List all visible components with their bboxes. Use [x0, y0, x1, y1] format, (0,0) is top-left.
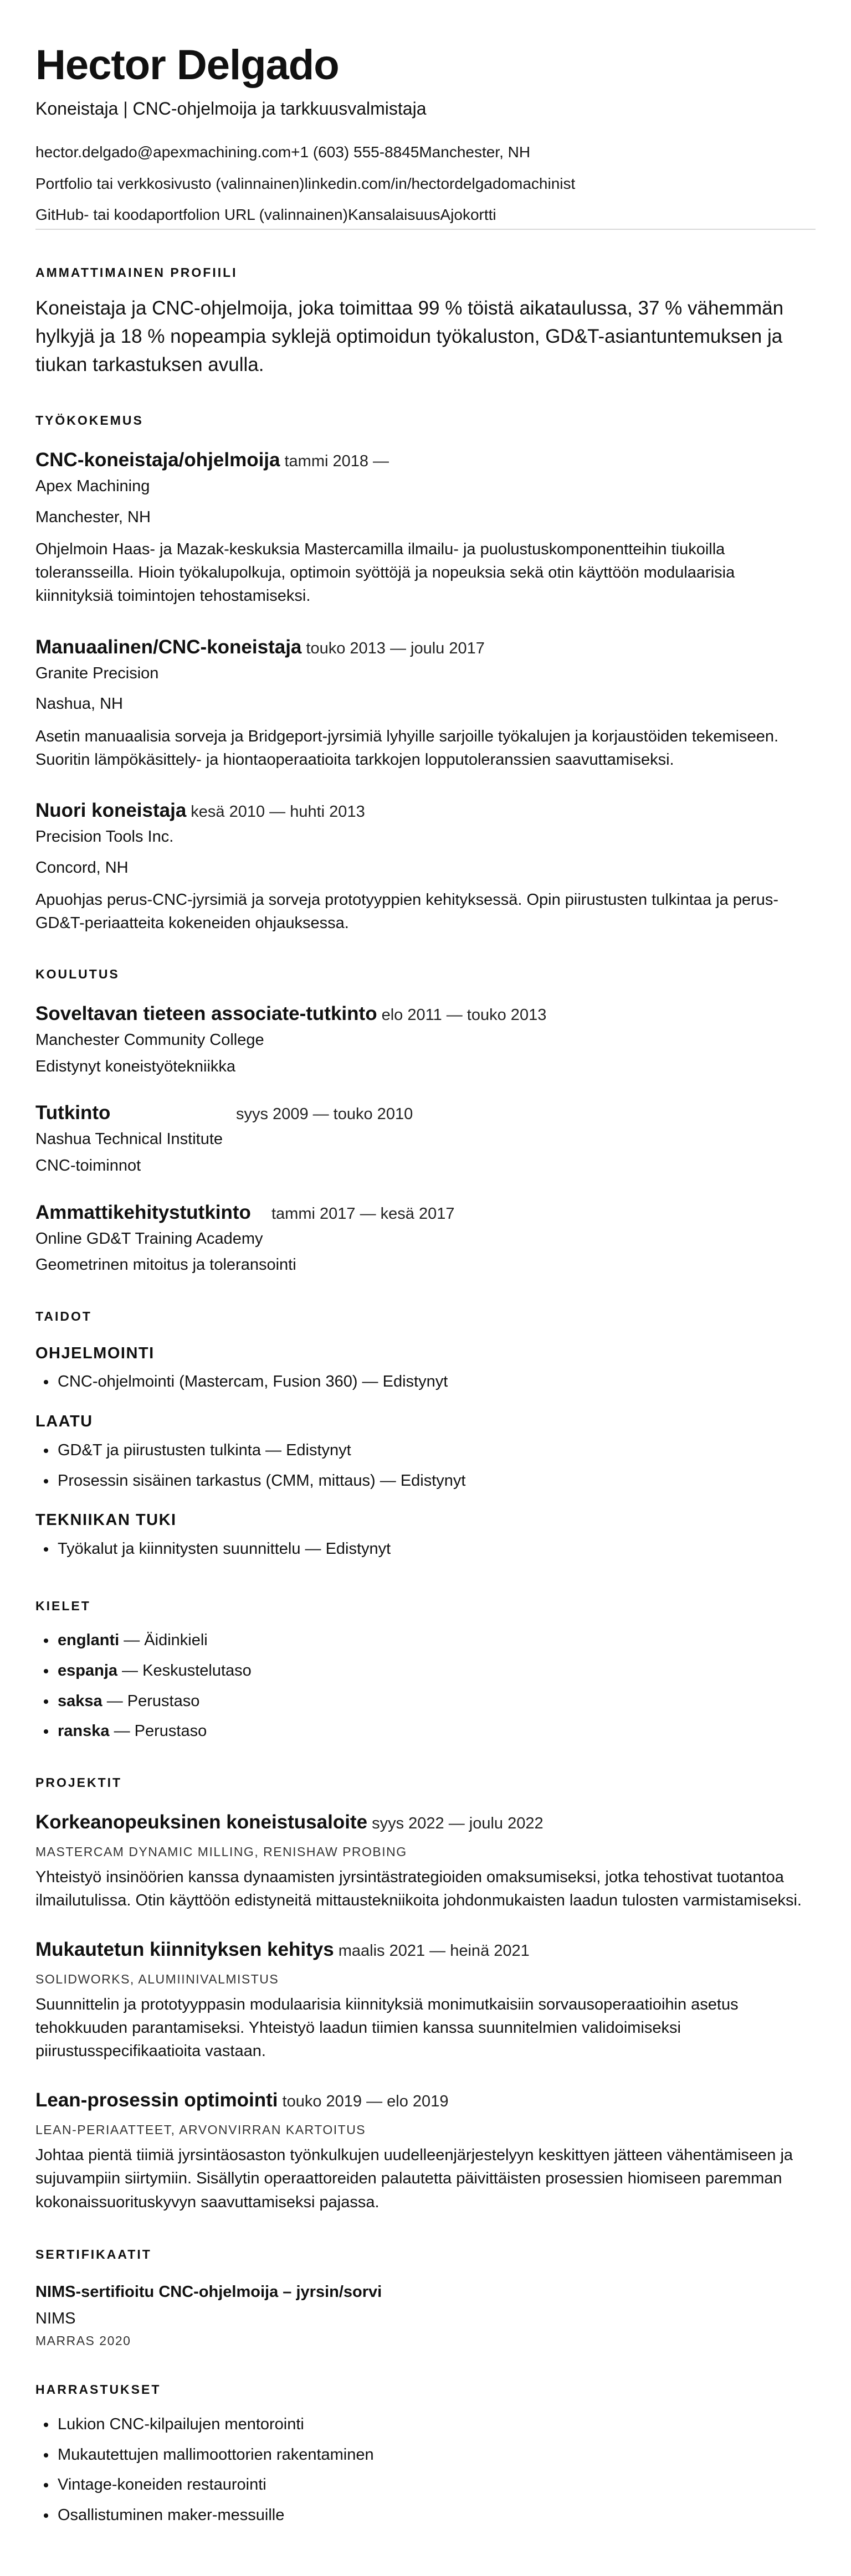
skill-group-title: OHJELMOINTI: [35, 1344, 155, 1362]
section-title-experience: TYÖKOKEMUS: [35, 413, 143, 428]
language-item: [57, 1630, 816, 1651]
hobby-item: • Vintage-koneiden restaurointi: [57, 2475, 816, 2496]
project-header: [35, 1811, 816, 1834]
project-name: Lean-prosessin optimointi: [35, 2089, 278, 2111]
project-dates: maalis 2021 — heinä 2021: [338, 1941, 530, 1960]
skill-item: • Työkalut ja kiinnitysten suunnittelu — Edistynyt: [57, 1539, 816, 1560]
project-header: [35, 1938, 816, 1961]
projects-section: [35, 1775, 816, 2214]
experience-company: Apex Machining: [35, 477, 150, 495]
hobbies-section: [35, 2382, 816, 2526]
experience-role: CNC-koneistaja/ohjelmoija: [35, 449, 280, 471]
experience-dates: tammi 2018 —: [284, 452, 389, 470]
project-header: [35, 2089, 816, 2112]
education-header: [35, 1002, 816, 1026]
skill-list: [35, 1440, 816, 1491]
language-item: [57, 1721, 816, 1742]
education-dates: syys 2009 — touko 2010: [236, 1105, 413, 1124]
education-header: [35, 1101, 816, 1125]
section-title-profile: AMMATTIMAINEN PROFIILI: [35, 265, 238, 280]
experience-location: Nashua, NH: [35, 695, 123, 713]
project-dates: touko 2019 — elo 2019: [282, 2092, 449, 2110]
experience-location: Concord, NH: [35, 858, 129, 877]
experience-item: [35, 636, 816, 771]
experience-section: [35, 413, 816, 935]
project-tech: SOLIDWORKS, ALUMIINIVALMISTUS: [35, 1971, 279, 1986]
experience-item: [35, 449, 816, 608]
education-field: Edistynyt koneistyötekniikka: [35, 1057, 236, 1075]
project-name: Mukautetun kiinnityksen kehitys: [35, 1938, 334, 1960]
experience-company: Precision Tools Inc.: [35, 827, 174, 846]
education-section: [35, 967, 816, 1276]
project-tech: MASTERCAM DYNAMIC MILLING, RENISHAW PROBING: [35, 1844, 407, 1859]
hobby-list: [35, 2414, 816, 2526]
language-level: — Keskustelutaso: [117, 1661, 252, 1679]
skill-list: [35, 1539, 816, 1560]
skill-group-title: LAATU: [35, 1413, 93, 1431]
education-item: [35, 1101, 816, 1176]
profile-section: [35, 265, 816, 379]
education-header: [35, 1201, 816, 1224]
section-title-education: KOULUTUS: [35, 967, 120, 982]
project-description: Suunnittelin ja prototyyppasin modulaarisia kiinnityksiä monimutkaisiin sorvausoperaatioihin asetus tehokkuuden parantamiseksi. Yhteistyö laadun tiimien kanssa suunnitelmien validoimiseksi piirustusspecifikaatioita vastaan.: [35, 1996, 739, 2060]
experience-header: [35, 449, 816, 472]
skill-item: • GD&T ja piirustusten tulkinta — Edistynyt: [57, 1440, 816, 1461]
education-school: Nashua Technical Institute: [35, 1130, 223, 1148]
language-list: [35, 1630, 816, 1742]
contact-github[interactable]: GitHub- tai koodaportfolion URL (valinnainen): [35, 206, 348, 224]
experience-header: [35, 799, 816, 822]
experience-description: Apuohjas perus-CNC-jyrsimiä ja sorveja prototyyppien kehityksessä. Opin piirustusten tulkintaa ja perus-GD&T-periaatteita kokeneiden ohjauksessa.: [35, 891, 779, 932]
project-item: [35, 1938, 816, 2063]
language-name: englanti: [58, 1631, 120, 1650]
languages-section: [35, 1599, 816, 1742]
project-description: Yhteistyö insinöörien kanssa dynaamisten jyrsintästrategioiden omaksumiseksi, jotka tehostivat tuotantoa ilmailutulissa. Otin käyttöön edistyneitä mittaustekniikoita johdonmukaisten laadun tulosten varmistamiseksi.: [35, 1868, 802, 1910]
hobby-item: • Mukautettujen mallimoottorien rakentaminen: [57, 2445, 816, 2466]
project-dates: syys 2022 — joulu 2022: [372, 1814, 544, 1832]
language-level: — Perustaso: [102, 1692, 200, 1710]
skills-section: [35, 1309, 816, 1559]
contact-row-links: [35, 174, 816, 194]
profile-summary: Koneistaja ja CNC-ohjelmoija, joka toimittaa 99 % töistä aikataulussa, 37 % vähemmän hylkyjä ja 18 % nopeampia syklejä optimoidun työkaluston, GD&T-asiantuntemuksen ja tiukan tarkastuksen avulla.: [35, 297, 784, 375]
education-item: [35, 1002, 816, 1077]
contact-license: Ajokortti: [440, 206, 496, 224]
project-tech: LEAN-PERIAATTEET, ARVONVIRRAN KARTOITUS: [35, 2122, 366, 2137]
language-level: — Perustaso: [109, 1722, 207, 1740]
language-level: — Äidinkieli: [119, 1631, 208, 1650]
certification-name: NIMS-sertifioitu CNC-ohjelmoija – jyrsin/sorvi: [35, 2283, 382, 2301]
skill-item: • CNC-ohjelmointi (Mastercam, Fusion 360) — Edistynyt: [57, 1372, 816, 1393]
hobby-item: • Osallistuminen maker-messuille: [57, 2505, 816, 2526]
project-item: [35, 2089, 816, 2214]
language-name: ranska: [58, 1722, 110, 1740]
experience-item: [35, 799, 816, 935]
education-school: Manchester Community College: [35, 1031, 264, 1049]
experience-role: Nuori koneistaja: [35, 799, 187, 821]
contact-portfolio[interactable]: Portfolio tai verkkosivusto (valinnainen): [35, 174, 305, 192]
header-divider: [35, 229, 816, 230]
education-item: [35, 1201, 816, 1276]
project-item: [35, 1811, 816, 1913]
section-title-languages: KIELET: [35, 1598, 91, 1613]
language-name: saksa: [58, 1692, 102, 1710]
education-school: Online GD&T Training Academy: [35, 1229, 263, 1248]
skill-list: [35, 1372, 816, 1393]
experience-description: Asetin manuaalisia sorveja ja Bridgeport-jyrsimiä lyhyille sarjoille työkalujen ja korjaustöiden tekemiseen. Suoritin lämpökäsittely- ja hiontaoperaatioita tarkkojen lopputoleranssien saavuttamiseksi.: [35, 727, 779, 769]
skill-item: • Prosessin sisäinen tarkastus (CMM, mittaus) — Edistynyt: [57, 1471, 816, 1492]
certification-date: MARRAS 2020: [35, 2333, 131, 2348]
contact-location: Manchester, NH: [419, 143, 531, 161]
experience-location: Manchester, NH: [35, 508, 151, 526]
contact-email[interactable]: hector.delgado@apexmachining.com: [35, 143, 291, 161]
section-title-projects: PROJEKTIT: [35, 1775, 122, 1790]
experience-dates: kesä 2010 — huhti 2013: [191, 802, 365, 821]
education-degree: Ammattikehitystutkinto: [35, 1201, 251, 1223]
experience-description: Ohjelmoin Haas- ja Mazak-keskuksia Mastercamilla ilmailu- ja puolustuskomponentteihin tiukoilla toleransseilla. Hioin työkalupolkuja, optimoin syöttöjä ja nopeuksia sekä otin käyttöön modulaarisia kiinnityksiä toimintojen tehostamiseksi.: [35, 540, 735, 605]
education-field: CNC-toiminnot: [35, 1157, 141, 1175]
contact-row-extra: [35, 205, 816, 225]
experience-header: [35, 636, 816, 659]
certification-issuer: NIMS: [35, 2309, 76, 2327]
experience-dates: touko 2013 — joulu 2017: [306, 639, 485, 657]
contact-citizenship: Kansalaisuus: [347, 206, 440, 224]
experience-role: Manuaalinen/CNC-koneistaja: [35, 636, 302, 658]
project-description: Johtaa pientä tiimiä jyrsintäosaston työnkulkujen uudelleenjärjestelyyn keskittyen jätteen vähentämiseen ja sujuvampiin siirtymiin. Sisällytin operaattoreiden palautetta päivittäisten prosessien hiomiseen paremman kokonaissuorituskyvyn saavuttamiseksi pajassa.: [35, 2146, 793, 2211]
candidate-tagline: Koneistaja | CNC-ohjelmoija ja tarkkuusvalmistaja: [35, 98, 427, 119]
education-degree: Tutkinto: [35, 1102, 111, 1124]
language-item: [57, 1661, 816, 1682]
education-dates: elo 2011 — touko 2013: [381, 1006, 547, 1024]
experience-company: Granite Precision: [35, 664, 159, 682]
language-item: [57, 1691, 816, 1712]
project-name: Korkeanopeuksinen koneistusaloite: [35, 1811, 368, 1833]
contact-phone[interactable]: +1 (603) 555-8845: [291, 143, 419, 161]
contact-row-primary: [35, 142, 816, 162]
language-name: espanja: [58, 1661, 117, 1679]
contact-linkedin[interactable]: linkedin.com/in/hectordelgadomachinist: [304, 174, 576, 192]
education-field: Geometrinen mitoitus ja toleransointi: [35, 1256, 296, 1274]
education-dates: tammi 2017 — kesä 2017: [271, 1204, 455, 1223]
certifications-section: [35, 2247, 816, 2350]
section-title-hobbies: HARRASTUKSET: [35, 2382, 161, 2397]
section-title-skills: TAIDOT: [35, 1309, 92, 1324]
hobby-item: • Lukion CNC-kilpailujen mentorointi: [57, 2414, 816, 2435]
skill-group-title: TEKNIIKAN TUKI: [35, 1511, 177, 1529]
candidate-name: Hector Delgado: [35, 42, 339, 89]
education-degree: Soveltavan tieteen associate-tutkinto: [35, 1003, 377, 1025]
section-title-certifications: SERTIFIKAATIT: [35, 2247, 152, 2261]
